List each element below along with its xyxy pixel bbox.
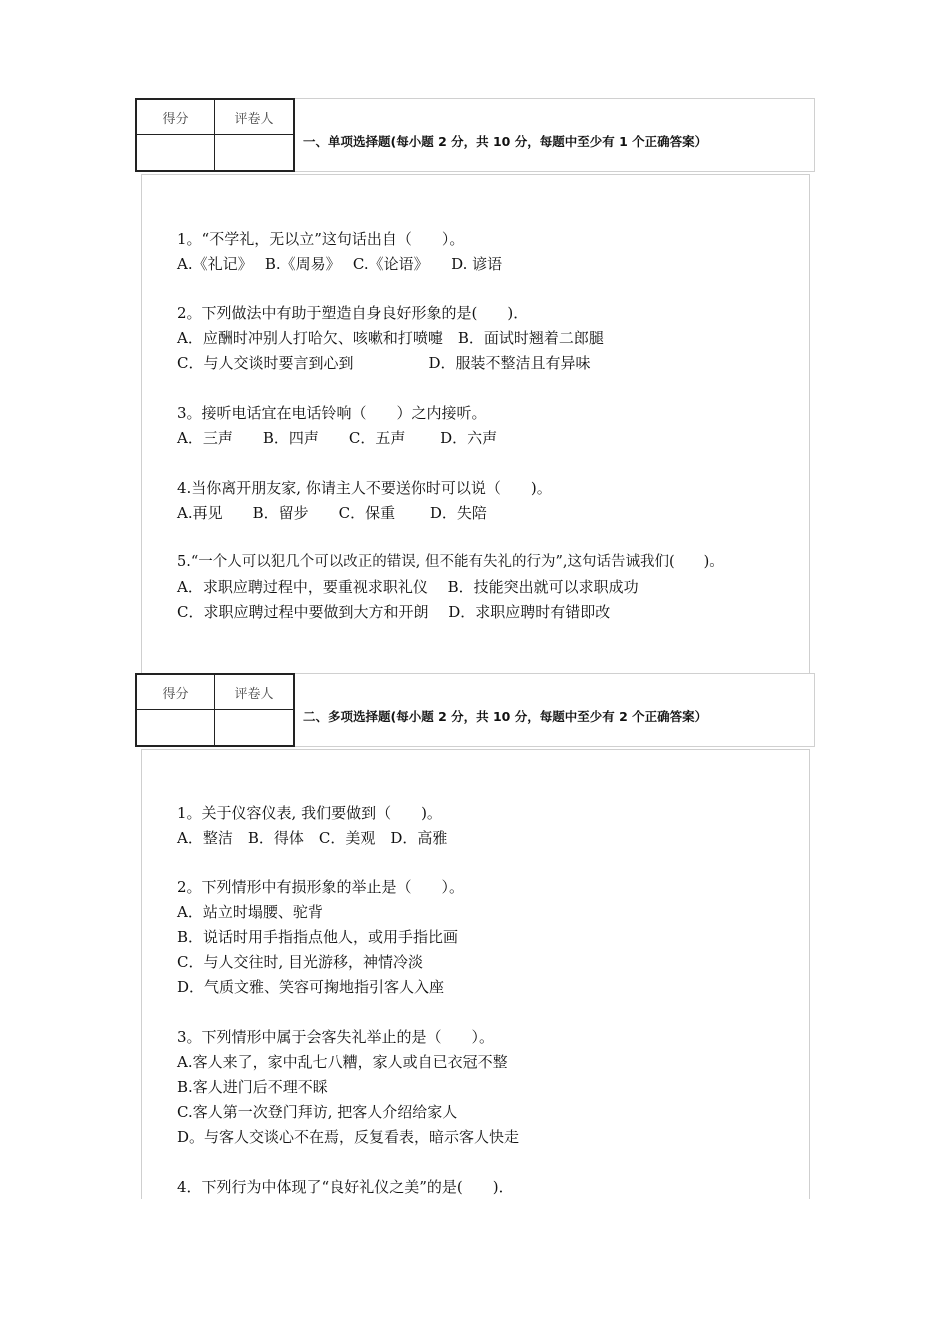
question-line: 4.当你离开朋友家, 你请主人不要送你时可以说（ )。 (177, 479, 552, 497)
question-line: 4．下列行为中体现了“良好礼仪之美”的是( )． (177, 1178, 514, 1196)
grader-field[interactable] (215, 135, 293, 170)
question-line: 1。关于仪容仪表, 我们要做到（ )。 (177, 804, 442, 822)
option-line: A.客人来了，家中乱七八糟，家人或自已衣冠不整 (177, 1053, 508, 1071)
option-line: D．气质文雅、笑容可掬地指引客人入座 (177, 978, 445, 996)
score-label: 得分 (137, 100, 215, 135)
question-line: 2。下列做法中有助于塑造自身良好形象的是( )． (177, 304, 529, 322)
option-line: C．与人交谈时要言到心到 D．服装不整洁且有异味 (177, 354, 591, 372)
grader-label: 评卷人 (215, 100, 293, 135)
score-table-1 (135, 98, 295, 172)
score-table-2 (135, 673, 295, 747)
grader-field[interactable] (215, 710, 293, 745)
score-field[interactable] (137, 135, 215, 170)
option-line: C.客人第一次登门拜访, 把客人介绍给家人 (177, 1103, 458, 1121)
option-line: B．说话时用手指指点他人，或用手指比画 (177, 928, 459, 946)
option-line: C．与人交往时, 目光游移，神情冷淡 (177, 953, 424, 971)
question-line: 3。接听电话宜在电话铃响（ ）之内接听。 (177, 404, 487, 422)
question-line: 3。下列情形中属于会客失礼举止的是（ ）。 (177, 1028, 495, 1046)
question-line: 2。下列情形中有损形象的举止是（ ）。 (177, 878, 465, 896)
section-1-title: 一、单项选择题(每小题 2 分，共 10 分，每题中至少有 1 个正确答案） (303, 134, 708, 149)
option-line: A．整洁 B．得体 C．美观 D．高雅 (177, 829, 448, 847)
option-line: A．三声 B．四声 C．五声 D．六声 (177, 429, 498, 447)
option-line: A．应酬时冲别人打哈欠、咳嗽和打喷嚏 B．面试时翘着二郎腿 (177, 329, 604, 347)
option-line: A.再见 B．留步 C．保重 D．失陪 (177, 504, 487, 522)
score-field[interactable] (137, 710, 215, 745)
option-line: A.《礼记》 B.《周易》 C.《论语》 D. 谚语 (177, 255, 503, 273)
option-line: A．求职应聘过程中，要重视求职礼仪 B．技能突出就可以求职成功 (177, 578, 639, 596)
option-line: D。与客人交谈心不在焉，反复看表，暗示客人快走 (177, 1128, 520, 1146)
option-line: C．求职应聘过程中要做到大方和开朗 D．求职应聘时有错即改 (177, 603, 611, 621)
question-line: 5.“一个人可以犯几个可以改正的错误, 但不能有失礼的行为”,这句话告诫我们( )。 (177, 554, 724, 570)
grader-label: 评卷人 (215, 675, 293, 710)
option-line: A．站立时塌腰、驼背 (177, 903, 323, 921)
question-line: 1。“不学礼，无以立”这句话出自（ ）。 (177, 230, 465, 248)
option-line: B.客人进门后不理不睬 (177, 1078, 328, 1096)
section-2-title: 二、多项选择题(每小题 2 分，共 10 分，每题中至少有 2 个正确答案） (303, 709, 708, 724)
score-label: 得分 (137, 675, 215, 710)
section-1-frame (141, 174, 810, 674)
